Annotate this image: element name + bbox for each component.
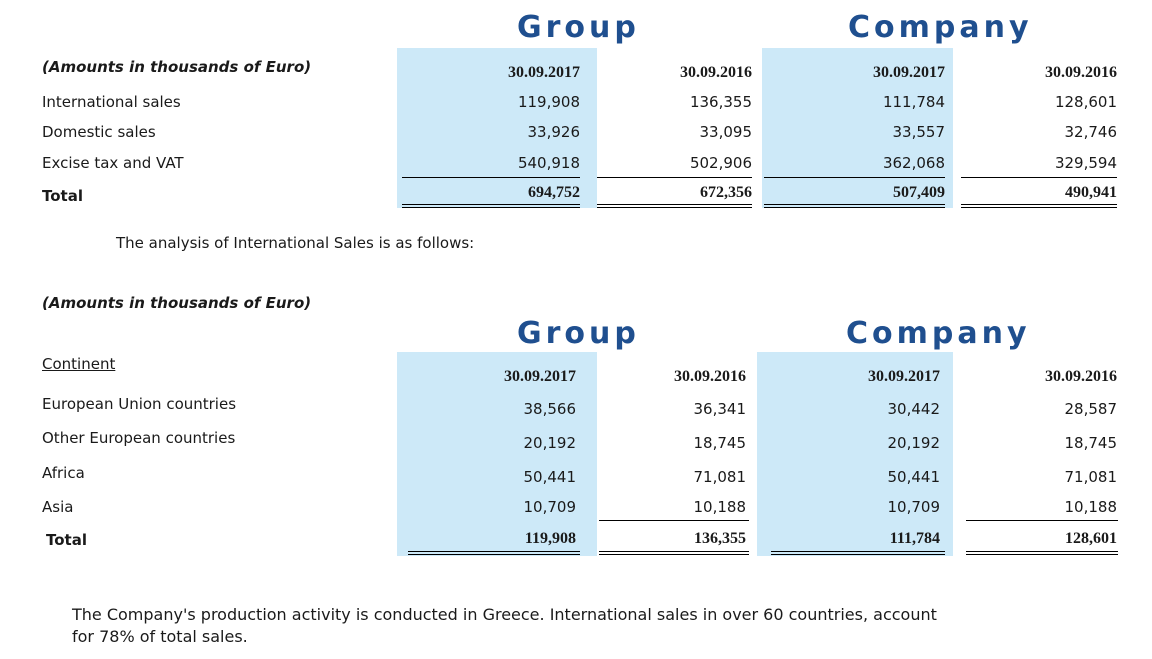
table-cell: 30,442 — [887, 400, 940, 418]
table-cell: 128,601 — [1054, 93, 1117, 111]
subtotal-rule — [599, 520, 749, 521]
table-cell: 36,341 — [693, 400, 746, 418]
total-cell: 490,941 — [1065, 184, 1117, 201]
footer-line: for 78% of total sales. — [72, 627, 248, 646]
row-label: Other European countries — [42, 429, 236, 447]
table-cell: 33,557 — [892, 123, 945, 141]
table-cell: 33,926 — [527, 123, 580, 141]
subtotal-rule — [764, 177, 945, 178]
group-title: Group — [517, 10, 640, 45]
total-label: Total — [46, 531, 87, 549]
column-header: 30.09.2017 — [508, 64, 580, 81]
row-label: European Union countries — [42, 395, 237, 413]
company-title: Company — [848, 10, 1033, 45]
footer-paragraph — [72, 604, 1132, 648]
total-cell: 111,784 — [889, 530, 940, 547]
total-double-rule — [599, 551, 749, 555]
total-cell: 119,908 — [524, 530, 576, 547]
table-cell: 111,784 — [882, 93, 945, 111]
total-cell: 128,601 — [1065, 530, 1117, 547]
column-header: 30.09.2017 — [504, 368, 576, 385]
row-label: International sales — [42, 93, 181, 111]
table-cell: 540,918 — [517, 154, 580, 172]
table-cell: 33,095 — [699, 123, 752, 141]
subtotal-rule — [961, 177, 1117, 178]
column-header: 30.09.2016 — [680, 64, 752, 81]
unit-note: (Amounts in thousands of Euro) — [42, 58, 312, 76]
total-label: Total — [42, 187, 83, 205]
column-header: 30.09.2016 — [674, 368, 746, 385]
total-cell: 507,409 — [893, 184, 945, 201]
company-title: Company — [846, 316, 1031, 351]
table-cell: 71,081 — [693, 468, 746, 486]
table-cell: 28,587 — [1064, 400, 1117, 418]
table-cell: 50,441 — [887, 468, 940, 486]
unit-note: (Amounts in thousands of Euro) — [42, 294, 312, 312]
continent-header: Continent — [42, 355, 116, 373]
total-double-rule — [408, 551, 580, 555]
total-double-rule — [961, 204, 1117, 208]
group-title: Group — [517, 316, 640, 351]
table-cell: 32,746 — [1064, 123, 1117, 141]
intro-text: The analysis of International Sales is as follows: — [116, 234, 475, 252]
row-label: Excise tax and VAT — [42, 154, 184, 172]
table-cell: 38,566 — [523, 400, 576, 418]
table-cell: 50,441 — [523, 468, 576, 486]
column-header: 30.09.2016 — [1045, 368, 1117, 385]
table-cell: 119,908 — [517, 93, 580, 111]
table-cell: 18,745 — [1064, 434, 1117, 452]
table-cell: 10,188 — [1064, 498, 1117, 516]
total-double-rule — [966, 551, 1118, 555]
table-cell: 71,081 — [1064, 468, 1117, 486]
row-label: Domestic sales — [42, 123, 156, 141]
table-cell: 10,709 — [887, 498, 940, 516]
column-header: 30.09.2017 — [868, 368, 940, 385]
total-cell: 136,355 — [694, 530, 746, 547]
table-cell: 18,745 — [693, 434, 746, 452]
total-cell: 672,356 — [700, 184, 752, 201]
total-double-rule — [597, 204, 752, 208]
total-cell: 694,752 — [528, 184, 580, 201]
subtotal-rule — [966, 520, 1118, 521]
row-label: Africa — [42, 464, 85, 482]
table-cell: 20,192 — [523, 434, 576, 452]
table-cell: 136,355 — [689, 93, 752, 111]
table-cell: 502,906 — [689, 154, 752, 172]
table-cell: 10,188 — [693, 498, 746, 516]
total-double-rule — [402, 204, 580, 208]
subtotal-rule — [402, 177, 580, 178]
subtotal-rule — [597, 177, 752, 178]
table-cell: 362,068 — [882, 154, 945, 172]
table-cell: 329,594 — [1054, 154, 1117, 172]
column-header: 30.09.2017 — [873, 64, 945, 81]
table-cell: 10,709 — [523, 498, 576, 516]
total-double-rule — [764, 204, 945, 208]
total-double-rule — [771, 551, 945, 555]
table-cell: 20,192 — [887, 434, 940, 452]
column-header: 30.09.2016 — [1045, 64, 1117, 81]
row-label: Asia — [42, 498, 74, 516]
footer-line: The Company's production activity is conducted in Greece. International sales in over 60 countries, account — [72, 605, 937, 624]
